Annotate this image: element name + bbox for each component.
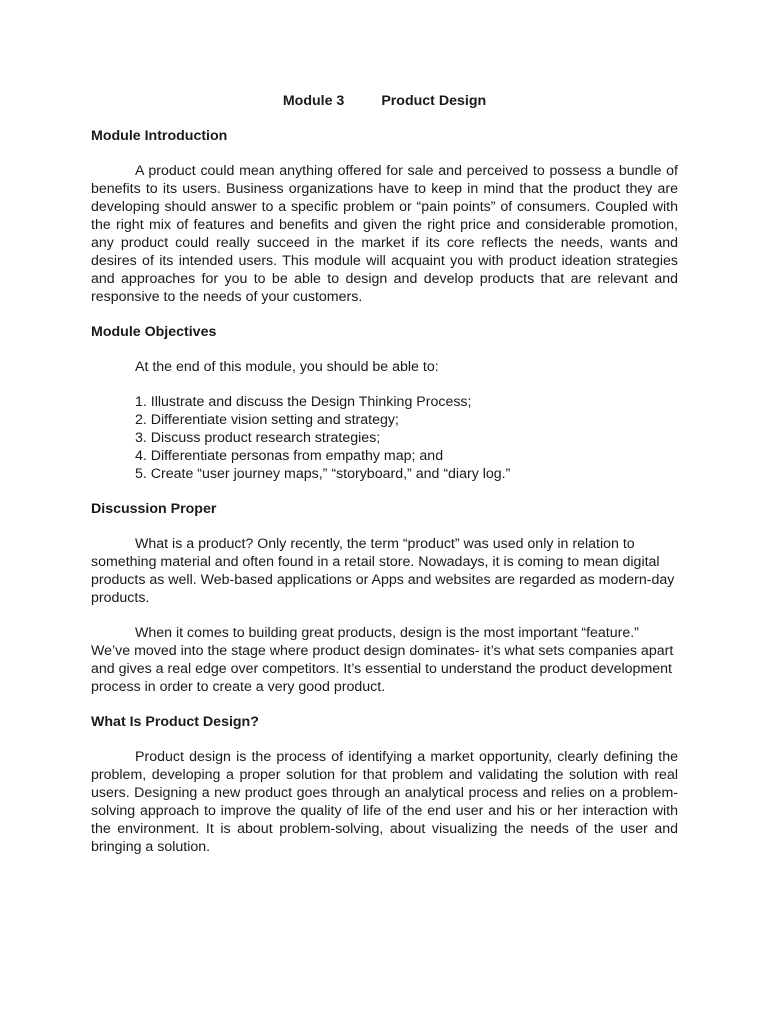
objectives-heading: Module Objectives	[91, 324, 217, 340]
page-title	[91, 92, 678, 110]
product-design-paragraph: Product design is the process of identifying a market opportunity, clearly defining the problem, developing a proper solution for that problem and validating the solution with real users. Designing a new product goes through an analytical process and relies on a problem-solving approach to improve the quality of life of the end user and his or her interaction with the environment. It is about problem-solving, about visualizing the needs of the user and bringing a solution.	[91, 749, 678, 855]
product-design-heading: What Is Product Design?	[91, 714, 259, 730]
intro-heading: Module Introduction	[91, 128, 228, 144]
module-number: Module 3	[282, 93, 345, 109]
discussion-paragraph-1: What is a product? Only recently, the term “product” was used only in relation to something material and often found in a retail store. Nowadays, it is coming to mean digital products as well. Web-based applications or Apps and websites are regarded as modern-day products.	[91, 536, 675, 606]
list-item: 3. Discuss product research strategies;	[135, 430, 381, 446]
objectives-list	[135, 393, 678, 483]
document-page	[91, 92, 678, 873]
discussion-heading: Discussion Proper	[91, 501, 217, 517]
objectives-lead: At the end of this module, you should be able to:	[135, 359, 439, 375]
list-item: 5. Create “user journey maps,” “storyboard,” and “diary log.”	[135, 466, 511, 482]
discussion-paragraph-2: When it comes to building great products, design is the most important “feature.” We’ve moved into the stage where product design dominates- it’s what sets companies apart and gives a real edge over competitors. It’s essential to understand the product development process in order to create a very good product.	[91, 625, 674, 695]
module-name: Product Design	[381, 93, 487, 109]
list-item: 2. Differentiate vision setting and strategy;	[135, 412, 399, 428]
list-item: 1. Illustrate and discuss the Design Thinking Process;	[135, 394, 472, 410]
intro-paragraph: A product could mean anything offered for sale and perceived to possess a bundle of benefits to its users. Business organizations have to keep in mind that the product they are developing should answer to a specific problem or “pain points” of consumers. Coupled with the right mix of features and benefits and given the right price and considerable promotion, any product could really succeed in the market if its core reflects the needs, wants and desires of its intended users. This module will acquaint you with product ideation strategies and approaches for you to be able to design and develop products that are relevant and responsive to the needs of your customers.	[91, 163, 678, 305]
list-item: 4. Differentiate personas from empathy map; and	[135, 448, 444, 464]
